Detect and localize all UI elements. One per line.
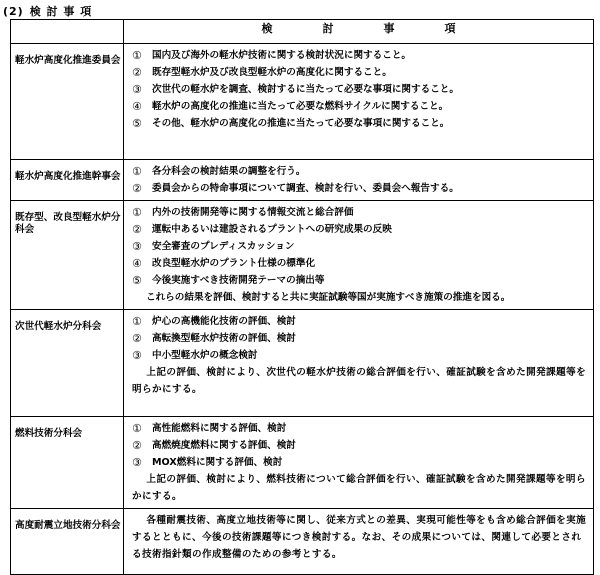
- study-item: [132, 221, 589, 238]
- item-number-mark: ④: [132, 257, 142, 270]
- item-text: 国内及び海外の軽水炉技術に関する検討状況に関すること。: [152, 50, 412, 61]
- table-row: [11, 201, 594, 310]
- study-items-cell: [124, 310, 594, 417]
- item-number-mark: ③: [132, 349, 142, 362]
- summary-paragraph: 各種耐震技術、高度立地技術等に関し、従来方式との差異、実現可能性等をも含め総合評価を実施するとともに、今後の技術課題等につき検討する。なお、その成果については、関連して必要とされる技術指針類の作成整備のための参考とする。: [132, 515, 587, 560]
- item-number-mark: ②: [132, 223, 142, 236]
- item-text: 中小型軽水炉の概念検討: [152, 350, 258, 361]
- study-items-list: [124, 160, 593, 200]
- table-row: [11, 160, 594, 201]
- study-item: [132, 81, 589, 98]
- table-row: [11, 310, 594, 417]
- item-number-mark: ②: [132, 182, 142, 195]
- study-items-table: [10, 19, 594, 575]
- study-item: [132, 272, 589, 289]
- committee-name: 燃料技術分科会: [15, 428, 83, 439]
- committee-cell: [11, 509, 124, 575]
- item-text: 内外の技術開発等に関する情報交流と総合評価: [152, 207, 354, 218]
- section-title: [3, 3, 92, 19]
- section-number: (2): [3, 5, 24, 18]
- committee-cell: [11, 160, 124, 201]
- study-item: [132, 64, 589, 81]
- study-items-list: [124, 417, 593, 508]
- item-text: 炉心の高機能化技術の評価、検討: [152, 316, 296, 327]
- study-items-list: [124, 44, 593, 135]
- committee-name: 軽水炉高度化推進幹事会: [15, 171, 121, 182]
- item-number-mark: ③: [132, 240, 142, 253]
- study-item: [132, 98, 589, 115]
- committee-name: 既存型、改良型軽水炉分科会: [15, 212, 121, 235]
- study-item: [132, 420, 589, 437]
- study-items-list: [124, 201, 593, 309]
- item-number-mark: ①: [132, 49, 142, 62]
- item-text: 安全審査のプレディスカッション: [152, 241, 295, 252]
- item-text: 高燃焼度燃料に関する評価、検討: [152, 440, 296, 451]
- summary-paragraph: 上記の評価、検討により、次世代の軽水炉技術の総合評価を行い、確証試験を含めた開発課題等を明らかにする。: [132, 367, 587, 395]
- item-text: 高性能燃料に関する評価、検討: [152, 423, 287, 434]
- study-item: [132, 313, 589, 330]
- committee-cell: [11, 310, 124, 417]
- study-item: [132, 163, 589, 180]
- item-number-mark: ①: [132, 206, 142, 219]
- study-item: [132, 115, 589, 132]
- item-text: 高転換型軽水炉技術の評価、検討: [152, 333, 296, 344]
- item-text: 今後実施すべき技術開発テーマの摘出等: [152, 275, 325, 286]
- study-item: [132, 437, 589, 454]
- item-number-mark: ②: [132, 439, 142, 452]
- item-number-mark: ④: [132, 100, 142, 113]
- item-number-mark: ①: [132, 315, 142, 328]
- item-text: 軽水炉の高度化の推進に当たって必要な燃料サイクルに関すること。: [152, 101, 449, 112]
- item-number-mark: ①: [132, 165, 142, 178]
- study-items-cell: [124, 160, 594, 201]
- item-text: MOX燃料に関する評価、検討: [152, 457, 283, 468]
- table-row: [11, 417, 594, 509]
- study-items-cell: [124, 201, 594, 310]
- committee-cell: [11, 201, 124, 310]
- item-text: 委員会からの特命事項について調査、検討を行い、委員会へ報告する。: [152, 183, 459, 194]
- committee-cell: [11, 44, 124, 160]
- item-number-mark: ①: [132, 422, 142, 435]
- item-text: 次世代の軽水炉を調査、検討するに当たって必要な事項に関すること。: [152, 84, 459, 95]
- header-right-cell: [124, 20, 594, 44]
- study-item: [132, 238, 589, 255]
- summary-note: これらの結果を評価、検討すると共に実証試験等国が実施すべき施策の推進を図る。: [146, 292, 511, 303]
- item-number-mark: ⑤: [132, 117, 142, 130]
- table-header-row: [11, 20, 594, 44]
- committee-name: 高度耐震立地技術分科会: [15, 520, 121, 531]
- study-item: [132, 204, 589, 221]
- summary-paragraph: 上記の評価、検討により、燃料技術について総合評価を行い、確証試験を含めた開発課題等を明らかにする。: [132, 474, 586, 502]
- study-item: [132, 47, 589, 64]
- item-text: 既存型軽水炉及び改良型軽水炉の高度化に関すること。: [152, 67, 392, 78]
- item-number-mark: ②: [132, 332, 142, 345]
- study-items-list: [124, 310, 593, 401]
- item-number-mark: ③: [132, 456, 142, 469]
- item-number-mark: ③: [132, 83, 142, 96]
- study-items-list: [124, 509, 593, 566]
- item-number-mark: ⑤: [132, 274, 142, 287]
- item-text: その他、軽水炉の高度化の推進に当たって必要な事項に関すること。: [152, 118, 450, 129]
- table-row: [11, 509, 594, 575]
- study-item: [132, 255, 589, 272]
- committee-name: 軽水炉高度化推進委員会: [15, 55, 121, 66]
- header-left-cell: [11, 20, 124, 44]
- study-item: [132, 180, 589, 197]
- item-text: 運転中あるいは建設されるプラントへの研究成果の反映: [152, 224, 392, 235]
- committee-name: 次世代軽水炉分科会: [15, 321, 102, 332]
- study-item: [132, 347, 589, 364]
- study-item: [132, 454, 589, 471]
- committee-cell: [11, 417, 124, 509]
- header-title: 検討事項: [261, 22, 506, 35]
- table-row: [11, 44, 594, 160]
- section-heading: 検 討 事 項: [29, 5, 93, 18]
- study-items-cell: [124, 417, 594, 509]
- study-item: [132, 330, 589, 347]
- item-text: 各分科会の検討結果の調整を行う。: [152, 166, 306, 177]
- study-items-cell: [124, 44, 594, 160]
- study-items-cell: [124, 509, 594, 575]
- item-text: 改良型軽水炉のプラント仕様の標準化: [152, 258, 316, 269]
- item-number-mark: ②: [132, 66, 142, 79]
